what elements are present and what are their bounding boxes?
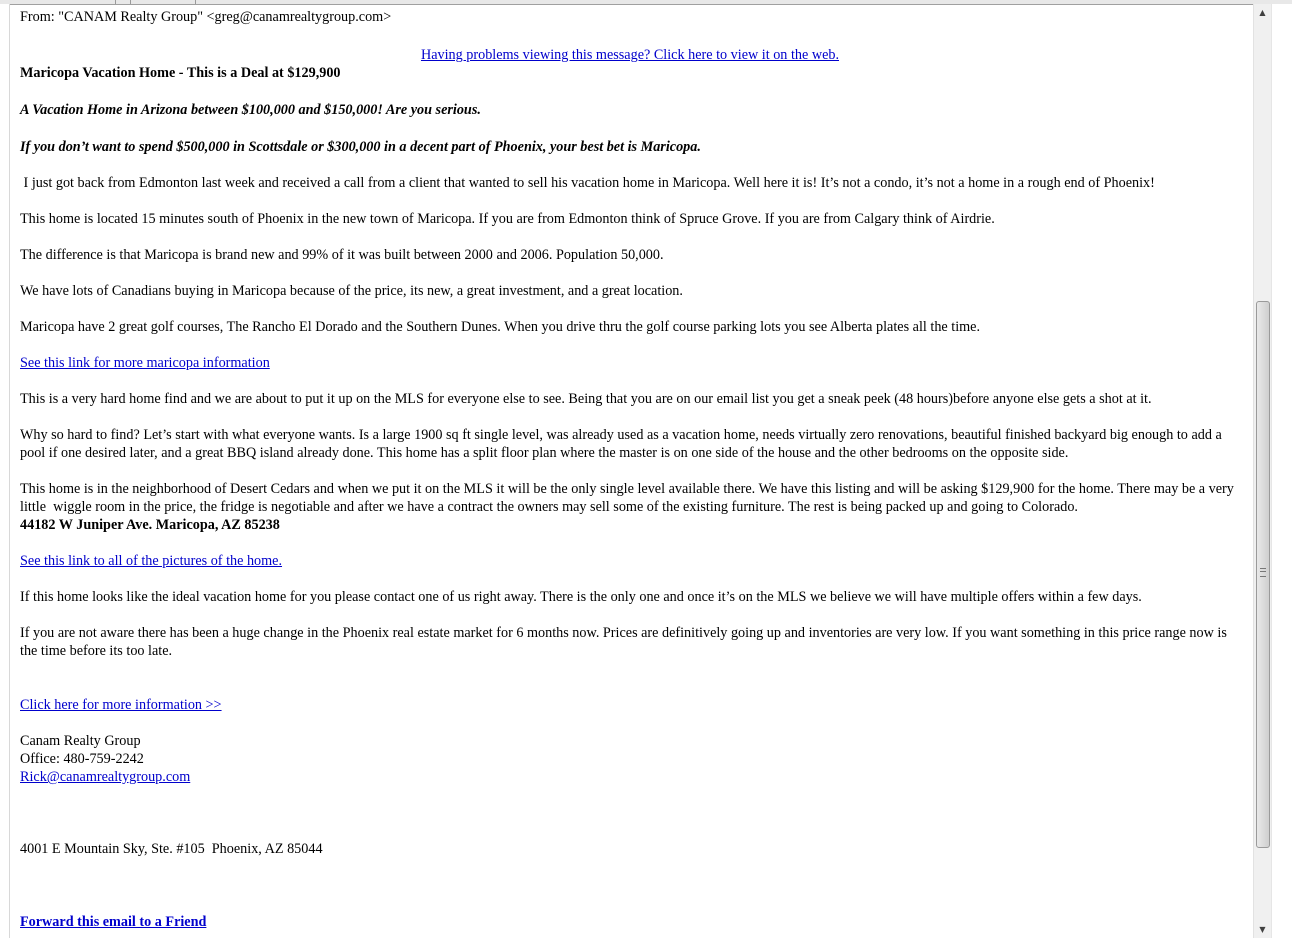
paragraph-10: If you are not aware there has been a huge change in the Phoenix real estate market for 6 months now. Prices are definitively going up and inventories are very low. If you want something in this price range now is the time before its too late. [20, 625, 1227, 659]
signature-company: Canam Realty Group [20, 733, 141, 749]
more-info-paragraph [20, 696, 1240, 714]
left-frame-border [0, 4, 10, 938]
signature-email-paragraph [20, 768, 1240, 786]
scroll-up-arrow-icon[interactable]: ▲ [1259, 8, 1266, 17]
vertical-scrollbar[interactable] [1253, 4, 1271, 938]
forward-email-link[interactable]: Forward this email to a Friend [20, 914, 207, 930]
web-view-link[interactable]: Having problems viewing this message? Click here to view it on the web. [420, 47, 840, 63]
paragraph-4: We have lots of Canadians buying in Maricopa because of the price, its new, a great investment, and a great location. [20, 283, 683, 299]
pictures-paragraph [20, 552, 1240, 570]
scroll-down-arrow-icon[interactable]: ▼ [1259, 925, 1266, 934]
top-tab-strip [0, 0, 1292, 5]
paragraph-1: I just got back from Edmonton last week and received a call from a client that wanted to sell his vacation home in Maricopa. Well here it is! It’s not a condo, it’s not a home in a rough end of Phoenix! [20, 175, 1155, 191]
tagline-1: A Vacation Home in Arizona between $100,000 and $150,000! Are you serious. [20, 102, 481, 118]
tab-divider [195, 0, 196, 4]
web-view-paragraph [20, 46, 1240, 64]
property-address: 44182 W Juniper Ave. Maricopa, AZ 85238 [20, 517, 280, 533]
paragraph-5: Maricopa have 2 great golf courses, The Rancho El Dorado and the Southern Dunes. When you drive thru the golf course parking lots you see Alberta plates all the time. [20, 319, 981, 335]
from-line: From: "CANAM Realty Group" <greg@canamrealtygroup.com> [20, 9, 392, 25]
paragraph-2: This home is located 15 minutes south of Phoenix in the new town of Maricopa. If you are from Edmonton think of Spruce Grove. If you are from Calgary think of Airdrie. [20, 211, 995, 227]
tab-divider [130, 0, 131, 4]
right-window-edge [1271, 4, 1292, 938]
scrollbar-thumb[interactable] [1256, 301, 1270, 848]
paragraph-7: Why so hard to find? Let’s start with what everyone wants. Is a large 1900 sq ft single level, was already used as a vacation home, needs virtually zero renovations, beautiful finished backyard big enough to add a pool if one desired later, and a great BBQ island already done. This home has a split floor plan where the master is on one side of the house and the other bedrooms on the opposite side. [20, 427, 1222, 461]
paragraph-6: This is a very hard home find and we are about to put it up on the MLS for everyone else to see. Being that you are on our email list you get a sneak peek (48 hours)before anyone else gets a shot at it. [20, 391, 1152, 407]
more-info-link[interactable]: Click here for more information >> [20, 697, 222, 713]
subject-heading: Maricopa Vacation Home - This is a Deal at $129,900 [20, 65, 341, 81]
maricopa-info-link[interactable]: See this link for more maricopa information [20, 355, 270, 371]
footer-address: 4001 E Mountain Sky, Ste. #105 Phoenix, AZ 85044 [20, 841, 323, 857]
signature-office-phone: Office: 480-759-2242 [20, 751, 144, 767]
paragraph-9: If this home looks like the ideal vacation home for you please contact one of us right away. There is the only one and once it’s on the MLS we believe we will have multiple offers within a few days. [20, 589, 1142, 605]
scrollbar-grip-icon [1260, 568, 1266, 577]
paragraph-3: The difference is that Maricopa is brand new and 99% of it was built between 2000 and 2006. Population 50,000. [20, 247, 664, 263]
tab-divider [115, 0, 116, 4]
forward-paragraph [20, 913, 1240, 931]
email-body [20, 8, 1240, 931]
paragraph-8: This home is in the neighborhood of Desert Cedars and when we put it on the MLS it will be the only single level available there. We have this listing and will be asking $129,900 for the home. There may be a very little wiggle room in the price, the fridge is negotiable and after we have a contract the owners may sell some of the existing furniture. The rest is being packed up and going to Colorado. [20, 481, 1238, 515]
pictures-link[interactable]: See this link to all of the pictures of the home. [20, 553, 283, 569]
signature-email-link[interactable]: Rick@canamrealtygroup.com [20, 769, 191, 785]
maricopa-info-paragraph [20, 354, 1240, 372]
tagline-2: If you don’t want to spend $500,000 in Scottsdale or $300,000 in a decent part of Phoenix, your best bet is Maricopa. [20, 139, 701, 155]
